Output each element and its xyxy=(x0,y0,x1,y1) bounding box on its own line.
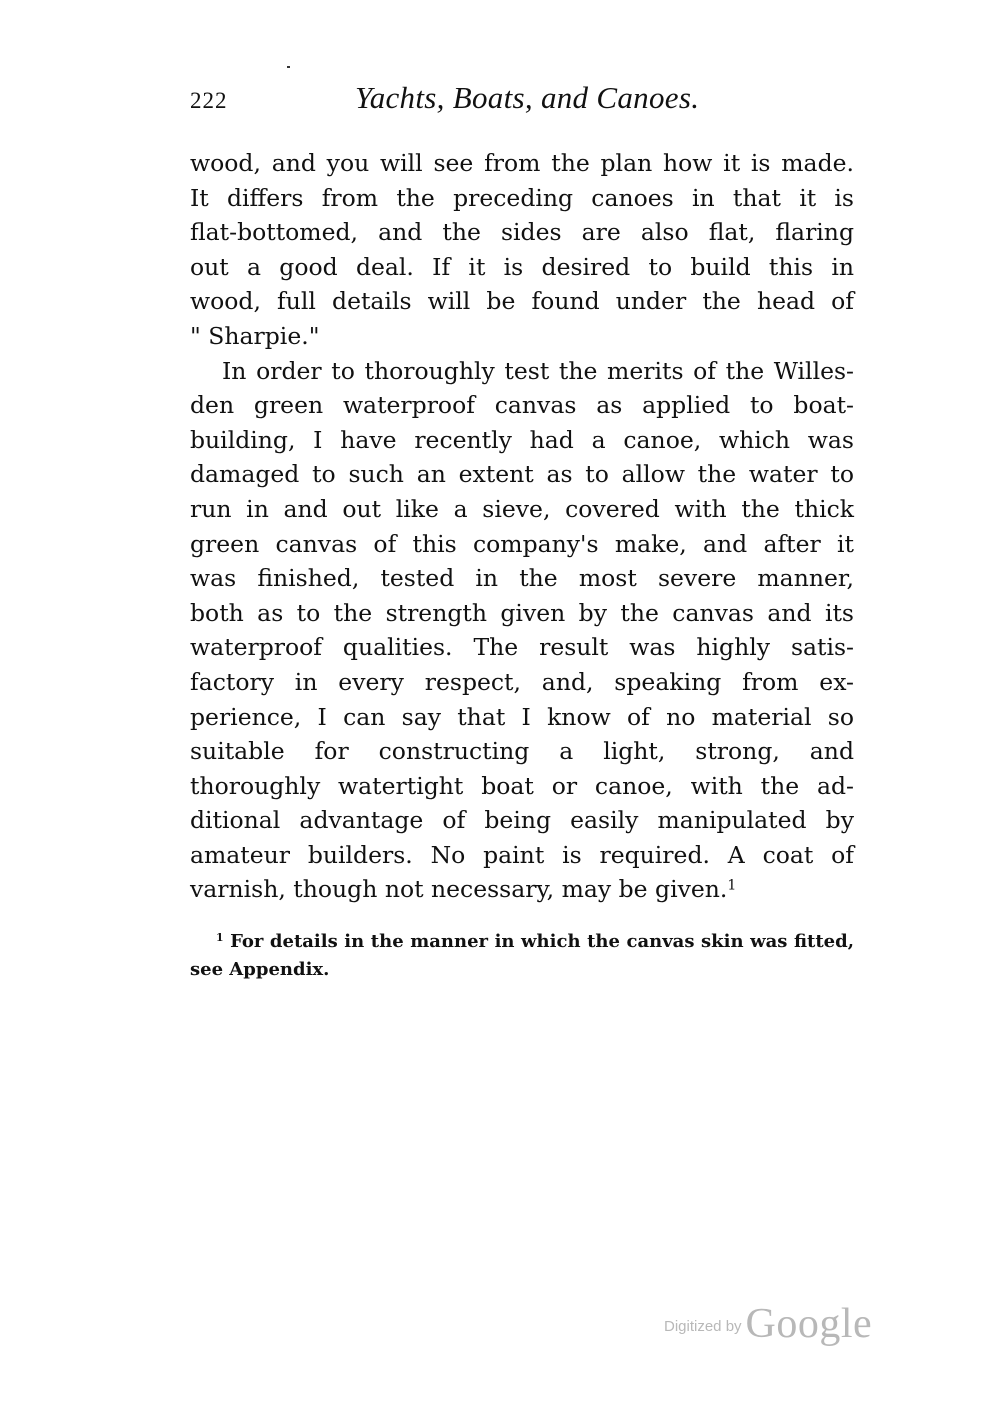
text-line: thoroughly watertight boat or canoe, with the ad- xyxy=(190,771,854,800)
body-text xyxy=(190,146,854,907)
print-speck xyxy=(287,66,290,68)
watermark-small-text: Digitized by xyxy=(664,1318,742,1335)
text-line: both as to the strength given by the canvas and its xyxy=(190,598,854,627)
text-line: ditional advantage of being easily manipulated by xyxy=(190,806,854,835)
text-line: perience, I can say that I know of no material so xyxy=(190,702,854,731)
running-title: Yachts, Boats, and Canoes. xyxy=(355,80,700,115)
page-number: 222 xyxy=(190,88,228,113)
digitized-by-google-watermark xyxy=(664,1300,872,1350)
text-line: amateur builders. No paint is required. A coat of xyxy=(190,840,854,869)
text-line: flat-bottomed, and the sides are also flat, flaring xyxy=(190,218,854,247)
text-line: factory in every respect, and, speaking from ex- xyxy=(190,667,854,696)
text-line: suitable for constructing a light, strong, and xyxy=(190,737,854,766)
text-line-with-footnote-ref xyxy=(190,872,854,907)
footnote-text: For details in the manner in which the canvas skin was fitted, xyxy=(230,931,854,952)
footnote-line xyxy=(190,928,854,956)
text-line: It differs from the preceding canoes in that it is xyxy=(190,183,854,212)
text-line: run in and out like a sieve, covered with the thick xyxy=(190,494,854,523)
text-line: out a good deal. If it is desired to build this in xyxy=(190,252,854,281)
text-line: was finished, tested in the most severe manner, xyxy=(190,564,854,593)
footnote-marker: 1 xyxy=(216,931,224,945)
text-line: green canvas of this company's make, and after it xyxy=(190,529,854,558)
text-line: " Sharpie." xyxy=(190,321,320,350)
running-head xyxy=(190,80,854,126)
google-logo: Google xyxy=(745,1301,873,1347)
footnote-reference[interactable]: 1 xyxy=(727,877,737,894)
text-line-content: varnish, though not necessary, may be given. xyxy=(190,875,728,904)
paragraph-start-line: In order to thoroughly test the merits of the Willes- xyxy=(222,356,854,385)
text-line: building, I have recently had a canoe, which was xyxy=(190,425,854,454)
text-line: waterproof qualities. The result was highly satis- xyxy=(190,633,854,662)
footnote xyxy=(190,928,854,984)
text-line: wood, and you will see from the plan how it is made. xyxy=(190,149,854,177)
footnote-line: see Appendix. xyxy=(190,959,330,980)
text-line: damaged to such an extent as to allow the water to xyxy=(190,460,854,489)
text-line: wood, full details will be found under the head of xyxy=(190,287,854,316)
text-line: den green waterproof canvas as applied to boat- xyxy=(190,391,854,420)
